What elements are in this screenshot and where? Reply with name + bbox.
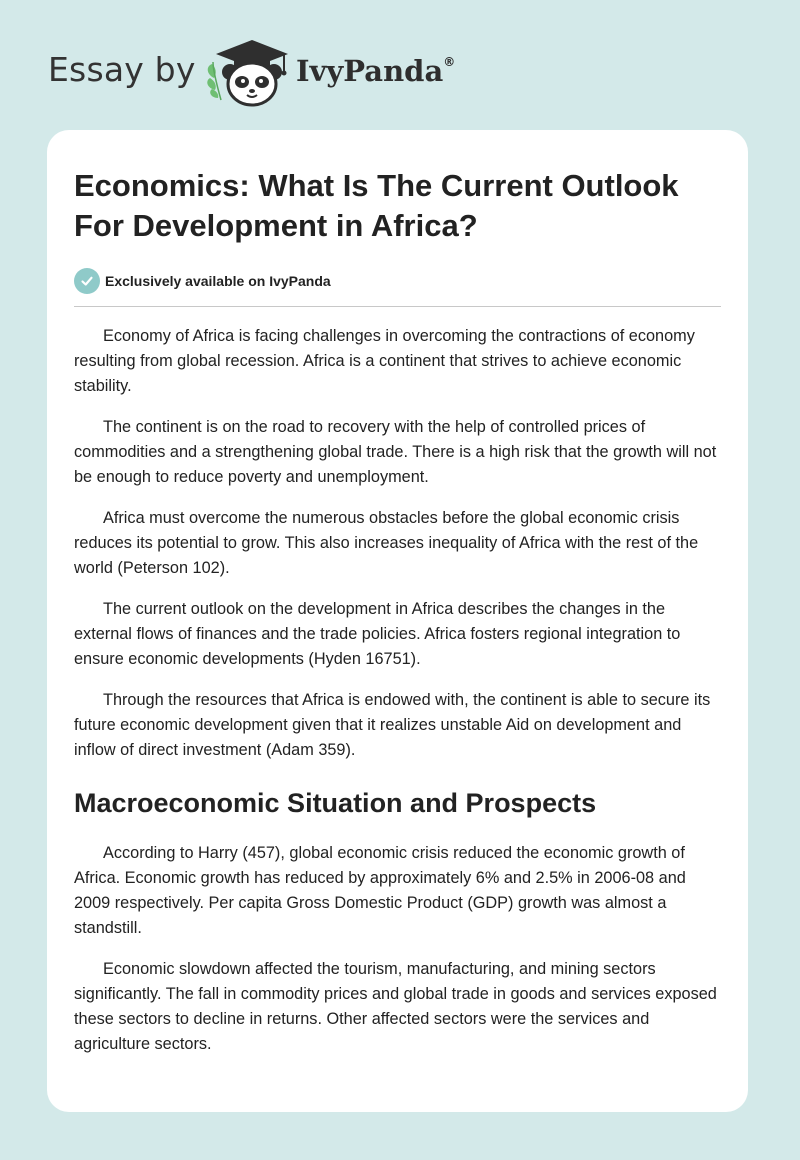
paragraph: The continent is on the road to recovery with the help of controlled prices of commodities and a strengthening global trade. There is a high risk that the growth will not be enough to reduce poverty and unemployment. <box>74 418 717 486</box>
essay-card <box>47 130 748 1112</box>
paragraph: Through the resources that Africa is endowed with, the continent is able to secure its future economic development given that it realizes unstable Aid on development and inflow of direct investment (Adam 359). <box>74 691 711 759</box>
intro-section <box>74 324 721 763</box>
exclusive-badge <box>74 268 721 294</box>
essay-title: Economics: What Is The Current Outlook For Development in Africa? <box>74 168 679 243</box>
badge-label: Exclusively available on IvyPanda <box>105 273 331 289</box>
paragraph: The current outlook on the development in Africa describes the changes in the external flows of finances and the trade policies. Africa fosters regional integration to ensure economic developments (Hyden 16751). <box>74 600 681 668</box>
divider <box>74 306 721 307</box>
paragraph: Africa must overcome the numerous obstacles before the global economic crisis reduces its potential to grow. This also increases inequality of Africa with the rest of the world (Peterson 102). <box>74 509 699 577</box>
registered-mark: ® <box>443 55 456 70</box>
site-header <box>48 38 508 108</box>
check-circle-icon <box>74 268 100 294</box>
paragraph: According to Harry (457), global economic crisis reduced the economic growth of Africa. Economic growth has reduced by approximately 6% and 2.5% in 2006-08 and 2009 respectively. Per capita Gross Domestic Product (GDP) growth was almost a standstill. <box>74 844 686 937</box>
panda-graduate-logo[interactable] <box>204 38 292 108</box>
leaf-icon <box>207 62 221 100</box>
paragraph: Economy of Africa is facing challenges in overcoming the contractions of economy resulting from global recession. Africa is a continent that strives to achieve economic stability. <box>74 327 695 395</box>
macro-section <box>74 841 721 1057</box>
brand-name[interactable]: IvyPanda® <box>296 54 456 88</box>
paragraph: Economic slowdown affected the tourism, manufacturing, and mining sectors significantly. The fall in commodity prices and global trade in goods and services exposed these sectors to decline in returns. Other affected sectors were the services and agriculture sectors. <box>74 960 717 1053</box>
section-heading: Macroeconomic Situation and Prospects <box>74 788 597 818</box>
brand-prefix: Essay by <box>48 50 196 89</box>
